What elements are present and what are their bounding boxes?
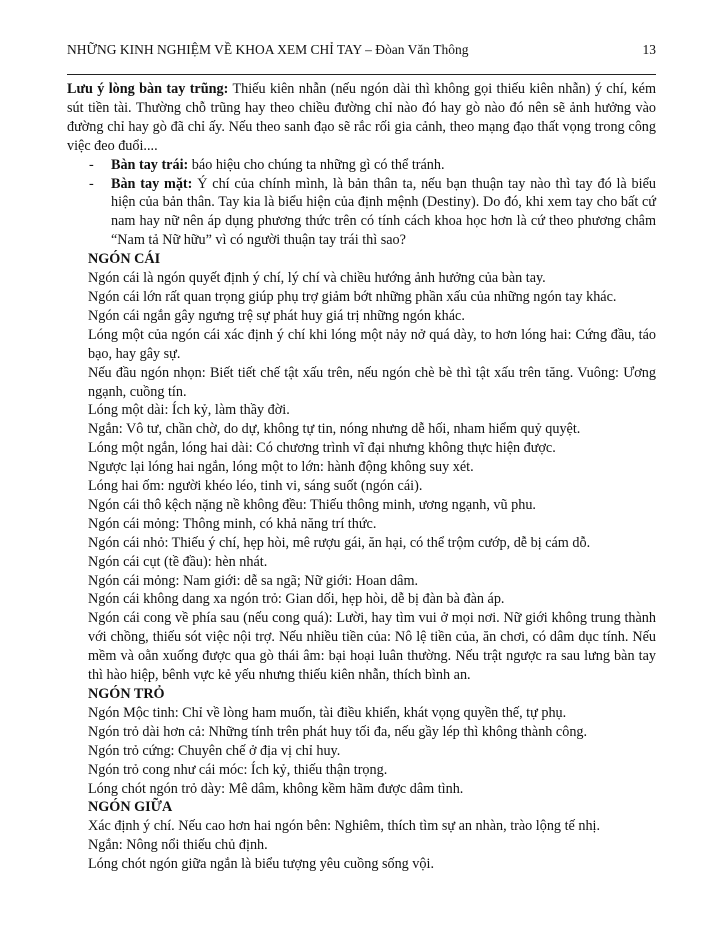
section-line: Ngón trỏ cong như cái móc: Ích kỷ, thiếu thận trọng.: [88, 761, 388, 778]
section-line: Ngón cái cong về phía sau (nếu cong quá): Lười, hay tìm vui ở mọi nơi. Nữ giới không trung thành với chồng, thiếu sót việc nội trợ. Nếu nhiều tiền của: Nô lệ tiền của, ăn chơi, có dâm dục tính. Nếu mềm và oằn xuống được qua gò thái âm: bại hoại luân thường. Nếu trật ngược ra sau lưng bàn tay thì hào hiệp, bênh vực kẻ yếu nhưng thiếu kiên nhẫn, thích bình an.: [88, 610, 656, 684]
section-line: Ngón Mộc tinh: Chỉ về lòng ham muốn, tài điều khiển, khát vọng quyền thế, tự phụ.: [88, 704, 567, 721]
section-line: Ngắn: Vô tư, chần chờ, do dự, không tự tin, nóng nhưng dễ hối, nham hiểm quỷ quyệt.: [88, 421, 581, 438]
section-line: Ngược lại lóng hai ngắn, lóng một to lớn: hành động không suy xét.: [88, 459, 474, 476]
section-line: Ngón trỏ cứng: Chuyên chế ở địa vị chỉ huy.: [88, 742, 341, 759]
bullet-list: [67, 156, 656, 251]
section-line: Lóng một ngắn, lóng hai dài: Có chương trình vĩ đại nhưng không thực hiện được.: [88, 440, 556, 457]
header-rule: [67, 74, 656, 75]
bullet-text: Ý chí của chính mình, là bản thân ta, nếu bạn thuận tay nào thì tay đó là biểu hiện của bản thân. Tay kia là biểu hiện của định mệnh (Destiny). Do đó, khi xem tay cho bất cứ nam hay nữ nên áp dụng phương thức trên có tính cách khoa học hơn là cứ theo phương châm “Nam tả Nữ hữu” vì có người thuận tay trái thì sao?: [111, 175, 656, 249]
header-title: NHỮNG KINH NGHIỆM VỀ KHOA XEM CHỈ TAY – Đòan Văn Thông: [67, 42, 469, 57]
intro-text: Thiếu kiên nhẫn (nếu ngón dài thì không gọi thiếu kiên nhẫn) ý chí, kém sút tiền tài. Thường chỗ trũng hay theo chiều đường chỉ nào đó hay gò nào đó nên sẽ ảnh hưởng vào đường chỉ hay gò đã chỉ ấy. Nếu theo sanh đạo sẽ rắc rối gia cảnh, theo mạng đạo thất vọng trong công việc đeo đuổi....: [67, 81, 656, 154]
section-line: Lóng hai ốm: người khéo léo, tinh vi, sáng suốt (ngón cái).: [88, 478, 423, 495]
page-number: 13: [642, 42, 656, 57]
section-line: Ngón cái cụt (tề đầu): hèn nhát.: [88, 553, 268, 570]
section-heading-ngon-cai: NGÓN CÁI: [88, 251, 161, 268]
bullet-dash: -: [89, 156, 94, 173]
bullet-text: báo hiệu cho chúng ta những gì có thể tránh.: [188, 156, 445, 173]
bullet-dash: -: [89, 175, 94, 192]
section-line: Ngón cái nhỏ: Thiếu ý chí, hẹp hòi, mê rượu gái, ăn hại, có thể trộm cướp, dễ bị cám dỗ.: [88, 534, 591, 551]
section-heading-ngon-giua: NGÓN GIỮA: [88, 799, 173, 816]
section-line: Ngắn: Nông nổi thiếu chủ định.: [88, 837, 268, 854]
bullet-bold-label: Bàn tay mặt:: [111, 175, 193, 192]
bullet-bold-label: Bàn tay trái:: [111, 156, 189, 173]
bullet-item: [67, 175, 656, 251]
page-body: [67, 80, 656, 874]
section-line: Lóng chót ngón giữa ngắn là biểu tượng yêu cuồng sống vội.: [88, 856, 434, 873]
section-line: Ngón cái ngắn gây ngưng trệ sự phát huy giá trị những ngón khác.: [88, 307, 465, 324]
intro-paragraph: [67, 80, 656, 156]
section-line: Ngón trỏ dài hơn cả: Những tính trên phát huy tối đa, nếu gầy lép thì không thành công.: [88, 723, 588, 740]
page-header: [67, 42, 656, 64]
section-heading-ngon-tro: NGÓN TRỎ: [88, 686, 165, 702]
section-line: Ngón cái mỏng: Nam giới: dễ sa ngã; Nữ giới: Hoan dâm.: [88, 572, 419, 589]
section-line: Lóng một của ngón cái xác định ý chí khi lóng một nảy nở quá dày, to hơn lóng hai: Cứng đầu, táo bạo, hay gây sự.: [88, 326, 656, 362]
section-line: Lóng chót ngón trỏ dày: Mê dâm, không kềm hãm được dâm tình.: [88, 780, 464, 797]
section-line: Ngón cái không dang xa ngón trỏ: Gian dối, hẹp hòi, dễ bị đàn bà đàn áp.: [88, 591, 505, 608]
intro-bold-lead: Lưu ý lòng bàn tay trũng:: [67, 81, 229, 97]
section-line: Ngón cái là ngón quyết định ý chí, lý chí và chiều hướng ảnh hưởng của bàn tay.: [88, 270, 546, 287]
section-line: Ngón cái thô kệch nặng nề không đều: Thiếu thông minh, ương ngạnh, vũ phu.: [88, 496, 536, 513]
section-line: Ngón cái mỏng: Thông minh, có khả năng trí thức.: [88, 515, 377, 532]
section-line: Lóng một dài: Ích kỷ, làm thầy đời.: [88, 402, 290, 419]
section-line: Ngón cái lớn rất quan trọng giúp phụ trợ giảm bớt những phần xấu của những ngón tay khác.: [88, 288, 617, 305]
section-line: Xác định ý chí. Nếu cao hơn hai ngón bên: Nghiêm, thích tìm sự an nhàn, trào lộng tế nhị.: [88, 818, 601, 835]
section-line: Nếu đầu ngón nhọn: Biết tiết chế tật xấu trên, nếu ngón chè bè thì tật xấu trên tăng. Vuông: Ương ngạnh, cuồng tín.: [88, 364, 656, 400]
bullet-item: [67, 156, 656, 175]
